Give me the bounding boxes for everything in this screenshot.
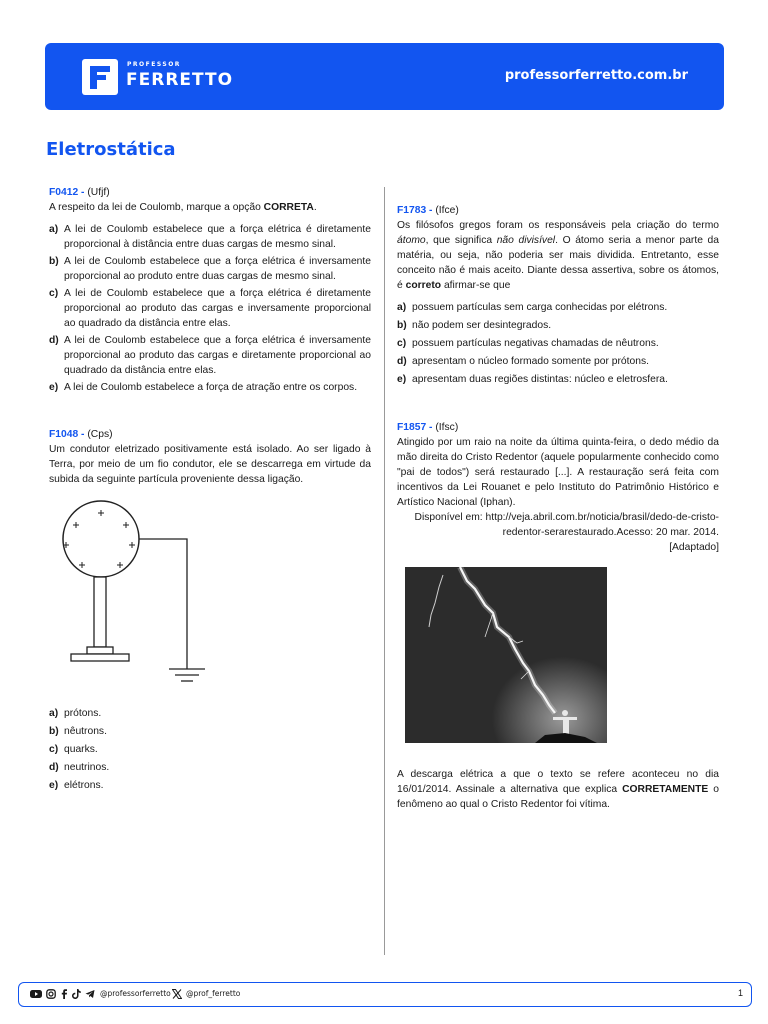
site-link[interactable]: professorferretto.com.br [504, 68, 688, 83]
question-code[interactable]: F0412 - [49, 187, 85, 198]
option-b: b) nêutrons. [49, 726, 107, 737]
social-handle[interactable]: @prof_ferretto [186, 989, 241, 998]
instagram-icon[interactable] [46, 989, 56, 999]
right-column [397, 203, 719, 812]
ferretto-logo-icon [82, 59, 118, 95]
grounded-conductor-diagram [49, 497, 219, 687]
question-source: (Ufjf) [87, 187, 110, 198]
question-stem: Um condutor eletrizado positivamente está isolado. Ao ser ligado à Terra, por meio de um fio condutor, ele se descarrega em virtude da subida da seguinte partícula proveniente dessa ligação. [49, 444, 371, 485]
page-footer [18, 982, 752, 1007]
option-e: e) apresentam duas regiões distintas: núcleo e eletrosfera. [397, 374, 668, 385]
options-list [49, 706, 371, 793]
brand-tagline: PROFESSOR [127, 61, 181, 68]
option-a: a) A lei de Coulomb estabelece que a força elétrica é diretamente proporcional à distância entre duas cargas de mesmo sinal. [49, 224, 371, 250]
question-source: (Ifce) [435, 205, 459, 216]
page-header [45, 43, 724, 110]
adapted-note: [Adaptado] [669, 542, 719, 553]
option-c: c) A lei de Coulomb estabelece que a força elétrica é diretamente proporcional ao produto das cargas e inversamente proporcional ao quadrado da distância entre elas. [49, 288, 371, 329]
telegram-icon[interactable] [85, 989, 95, 999]
option-a: a) prótons. [49, 708, 102, 719]
question-stem: Os filósofos gregos foram os responsáveis pela criação do termo átomo, que significa não divisível. O átomo seria a menor parte da matéria, ou seja, não poderia ser mais dividida. Entretanto, esse conceito não é mais aceito. Diante dessa assertiva, sobre os átomos, é correto afirmar-se que [397, 220, 719, 291]
page-title: Eletrostática [46, 139, 176, 160]
youtube-icon[interactable] [30, 989, 42, 999]
option-d: d) apresentam o núcleo formado somente por prótons. [397, 356, 649, 367]
question-source: (Cps) [87, 429, 113, 440]
question-code[interactable]: F1783 - [397, 205, 433, 216]
question-header-f0412 [49, 185, 371, 200]
positive-charges [63, 510, 135, 568]
question-header-f1857 [397, 420, 719, 435]
question-header-f1048 [49, 427, 371, 442]
option-e: e) elétrons. [49, 780, 104, 791]
column-divider [384, 187, 385, 955]
options-list [49, 222, 371, 395]
social-handle[interactable]: @professorferretto [100, 989, 171, 998]
question-stem: Atingido por um raio na noite da última quinta-feira, o dedo médio da mão direita do Cristo Redentor (aquele popularmente conhecido como "pai de todos") será restaurado [...]. A restauração será feita com incentivos da Lei Rouanet e pelo Instituto do Patrimônio Histórico e Artístico Nacional (Iphan). [397, 437, 719, 508]
option-e: e) A lei de Coulomb estabelece a força de atração entre os corpos. [49, 382, 358, 393]
left-column [49, 185, 371, 796]
option-c: c) possuem partículas negativas chamadas de nêutrons. [397, 338, 659, 349]
question-source: (Ifsc) [435, 422, 459, 433]
question-follow-up: A descarga elétrica a que o texto se refere aconteceu no dia 16/01/2014. Assinale a alternativa que explica CORRETAMENTE o fenômeno ao qual o Cristo Redentor foi vítima. [397, 769, 719, 810]
question-code[interactable]: F1048 - [49, 429, 85, 440]
tiktok-icon[interactable] [72, 989, 81, 999]
options-list [397, 300, 719, 387]
option-c: c) quarks. [49, 744, 98, 755]
source-reference: Disponível em: http://veja.abril.com.br/noticia/brasil/dedo-de-cristo-redentor-serarestaurado.Acesso: 20 mar. 2014. [414, 512, 719, 538]
option-d: d) neutrinos. [49, 762, 110, 773]
lightning-christ-redeemer-photo [405, 567, 607, 743]
question-stem: A respeito da lei de Coulomb, marque a opção CORRETA. [49, 202, 317, 213]
option-a: a) possuem partículas sem carga conhecidas por elétrons. [397, 302, 668, 313]
option-d: d) A lei de Coulomb estabelece que a força elétrica é inversamente proporcional ao produto das cargas e diretamente proporcional ao quadrado da distância entre elas. [49, 335, 371, 376]
option-b: b) A lei de Coulomb estabelece que a força elétrica é inversamente proporcional ao produto entre duas cargas de mesmo sinal. [49, 256, 371, 282]
conductor-figure [49, 497, 371, 692]
page-number: 1 [737, 988, 743, 998]
x-twitter-icon[interactable] [172, 989, 182, 999]
facebook-icon[interactable] [60, 989, 68, 999]
option-b: b) não podem ser desintegrados. [397, 320, 552, 331]
brand-name: FERRETTO [126, 70, 234, 90]
question-code[interactable]: F1857 - [397, 422, 433, 433]
question-header-f1783 [397, 203, 719, 218]
